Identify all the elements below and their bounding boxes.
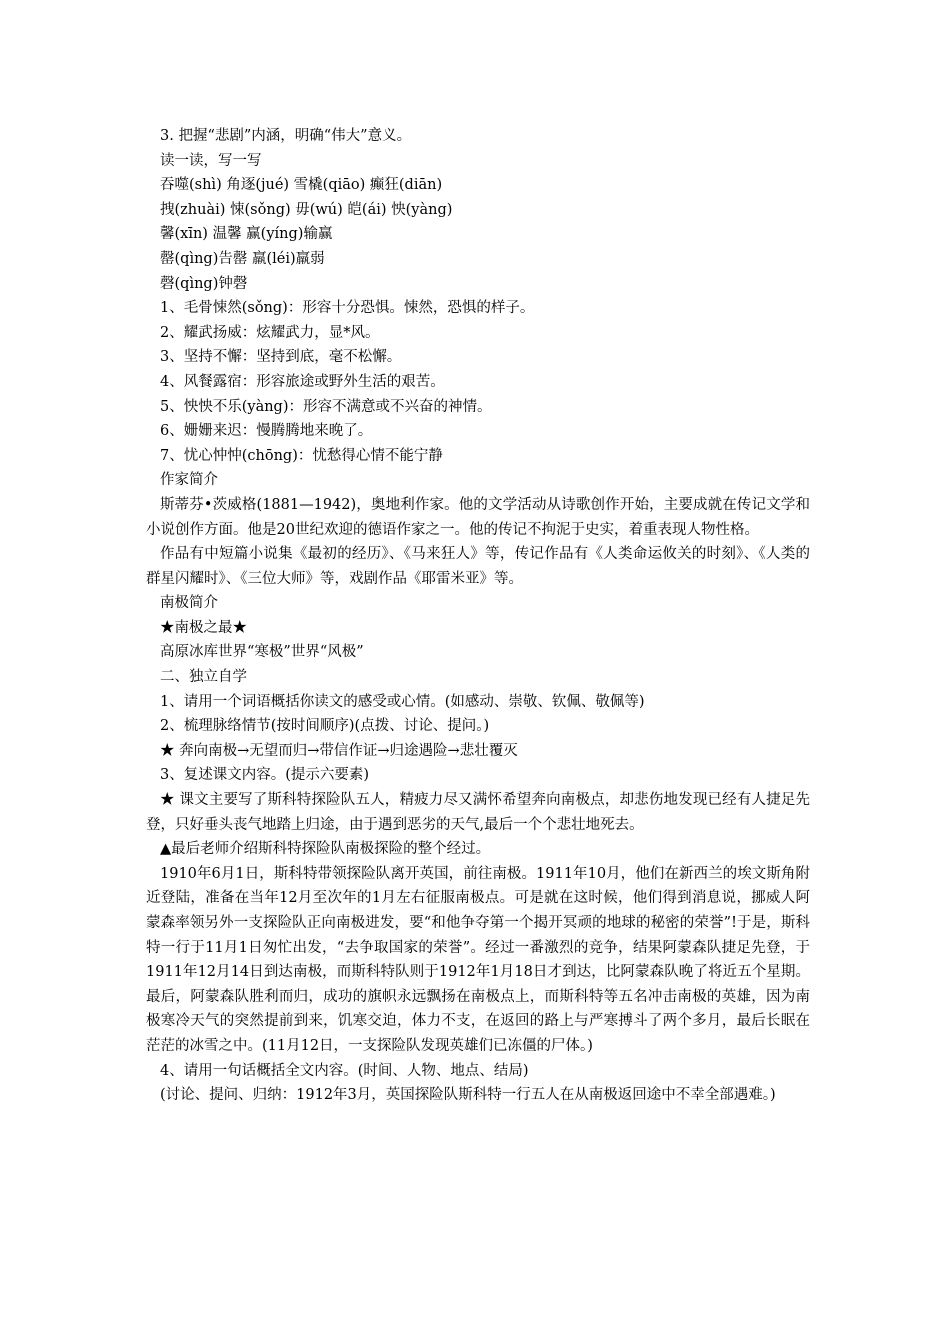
text-line: 3、复述课文内容。(提示六要素) — [160, 767, 370, 784]
text-line: 4、请用一句话概括全文内容。(时间、人物、地点、结局) — [160, 1062, 529, 1079]
text-line: 罄(qìng)告罄 羸(léi)羸弱 — [160, 250, 325, 267]
text-paragraph: 1910年6月1日，斯科特带领探险队离开英国，前往南极。1911年10月，他们在新西兰的埃文斯角附近登陆，准备在当年12月至次年的1月左右征服南极点。可是就在这时候，他们得到消息说，挪威人阿蒙森率领另外一支探险队正向南极进发，要“和他争夺第一个揭开冥顽的地球的秘密的荣誉”!于是，斯科特一行于11月1日匆忙出发，“去争取国家的荣誉”。经过一番激烈的竞争，结果阿蒙森队捷足先登，于1911年12月14日到达南极，而斯科特队则于1912年1月18日才到达，比阿蒙森队晚了将近五个星期。最后，阿蒙森队胜利而归，成功的旗帜永远飘扬在南极点上，而斯科特等五名冲击南极的英雄，因为南极寒冷天气的突然提前到来，饥寒交迫，体力不支，在返回的路上与严寒搏斗了两个多月，最后长眠在茫茫的冰雪之中。(11月12日，一支探险队发现英雄们已冻僵的尸体。) — [146, 865, 810, 1054]
text-line: 1、毛骨悚然(sǒng)：形容十分恐惧。悚然，恐惧的样子。 — [160, 300, 535, 317]
text-line: ▲最后老师介绍斯科特探险队南极探险的整个经过。 — [160, 841, 491, 858]
text-line: 二、独立自学 — [160, 669, 247, 686]
document-body — [146, 124, 810, 1108]
text-line: 2、耀武扬威：炫耀武力，显*风。 — [160, 324, 380, 341]
text-line: 磬(qìng)钟磬 — [160, 275, 248, 292]
text-line: 4、风餐露宿：形容旅途或野外生活的艰苦。 — [160, 373, 445, 390]
text-line: 读一读，写一写 — [160, 152, 262, 169]
text-line: 6、姗姗来迟：慢腾腾地来晚了。 — [160, 423, 373, 440]
text-paragraph: 作品有中短篇小说集《最初的经历》、《马来狂人》等，传记作品有《人类命运攸关的时刻》、《人类的群星闪耀时》、《三位大师》等，戏剧作品《耶雷米亚》等。 — [146, 546, 810, 587]
text-line: 南极简介 — [160, 595, 218, 612]
text-line: 作家简介 — [160, 472, 218, 489]
text-line: 5、怏怏不乐(yàng)：形容不满意或不兴奋的神情。 — [160, 398, 492, 415]
text-line: ★南极之最★ — [160, 619, 247, 636]
text-line: 拽(zhuài) 悚(sǒng) 毋(wú) 皑(ái) 怏(yàng) — [160, 201, 453, 218]
text-line: 吞噬(shì) 角逐(jué) 雪橇(qiāo) 癫狂(diān) — [160, 177, 443, 194]
text-line: 7、忧心忡忡(chōng)：忧愁得心情不能宁静 — [160, 447, 443, 464]
text-paragraph: (讨论、提问、归纳：1912年3月，英国探险队斯科特一行五人在从南极返回途中不幸全部遇难。) — [160, 1087, 776, 1104]
text-paragraph: ★ 课文主要写了斯科特探险队五人，精疲力尽又满怀希望奔向南极点，却悲伤地发现已经有人捷足先登，只好垂头丧气地踏上归途，由于遇到恶劣的天气,最后一个个悲壮地死去。 — [146, 792, 810, 833]
text-line: 馨(xīn) 温馨 赢(yíng)输赢 — [160, 226, 333, 243]
text-line: 3. 把握“悲剧”内涵，明确“伟大”意义。 — [160, 128, 412, 144]
text-line: 3、坚持不懈：坚持到底，毫不松懈。 — [160, 349, 402, 366]
text-line: 1、请用一个词语概括你读文的感受或心情。(如感动、崇敬、钦佩、敬佩等) — [160, 693, 645, 710]
text-line: ★ 奔向南极→无望而归→带信作证→归途遇险→悲壮覆灭 — [160, 742, 518, 759]
text-paragraph: 斯蒂芬•茨威格(1881—1942)，奥地利作家。他的文学活动从诗歌创作开始，主要成就在传记文学和小说创作方面。他是20世纪欢迎的德语作家之一。他的传记不拘泥于史实，着重表现人物性格。 — [146, 496, 810, 538]
text-line: 2、梳理脉络情节(按时间顺序)(点拨、讨论、提问。) — [160, 718, 490, 735]
text-line: 高原冰库世界“寒极”世界“风极” — [160, 644, 364, 661]
